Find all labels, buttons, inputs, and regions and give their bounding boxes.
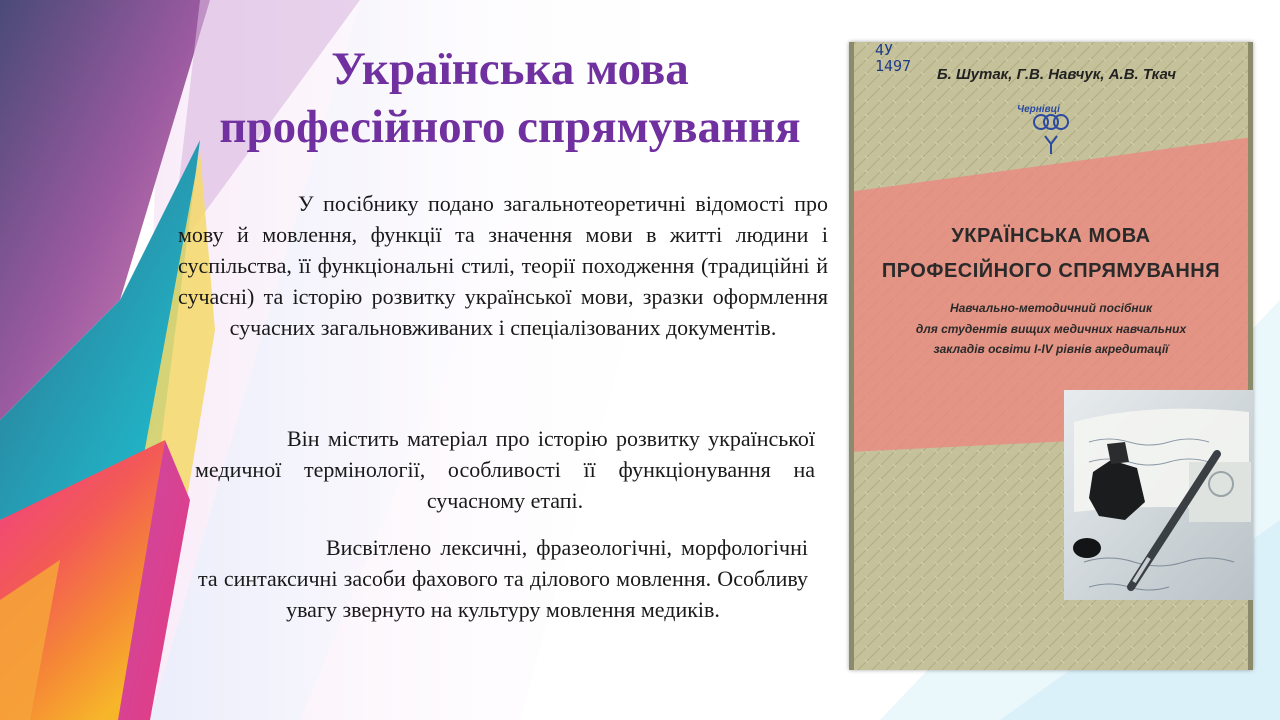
description-paragraph-2: Він містить матеріал про історію розвитку української медичної термінології, особливості її функціонування на сучасному етапі. <box>195 426 815 513</box>
description-paragraph-1: У посібнику подано загальнотеоретичні відомості про мову й мовлення, функції та значення мови в житті людини і суспільства, її функціональні стилі, теорії походження (традиційні й сучасні) та історію розвитку української мови, зразки оформлення сучасних загальновживаних і спеціалізованих документів. <box>178 191 828 340</box>
cover-publisher: Чернівці <box>1017 104 1060 115</box>
title-line-2: професійного спрямування <box>219 101 801 153</box>
title-line-1: Українська мова <box>331 43 689 95</box>
cover-subtitle-line-2: для студентів вищих медичних навчальних <box>915 322 1187 336</box>
library-stamp: 4У 1497 <box>875 42 912 75</box>
cover-artwork <box>849 42 1253 670</box>
page-title <box>160 40 860 156</box>
cover-title-line-2: ПРОФЕСІЙНОГО СПРЯМУВАННЯ <box>881 260 1221 282</box>
cover-title-line-1: УКРАЇНСЬКА МОВА <box>951 225 1151 247</box>
cover-authors: Б. Шутак, Г.В. Навчук, А.В. Ткач <box>937 66 1176 83</box>
description-paragraph-3: Висвітлено лексичні, фразеологічні, морфологічні та синтаксичні засоби фахового та ділового мовлення. Особливу увагу звернуто на культуру мовлення медиків. <box>198 535 808 622</box>
book-cover-image <box>849 42 1253 670</box>
cover-subtitle-line-1: Навчально-методичний посібник <box>949 301 1153 315</box>
cover-subtitle-line-3: закладів освіти І-IV рівнів акредитації <box>933 342 1169 356</box>
